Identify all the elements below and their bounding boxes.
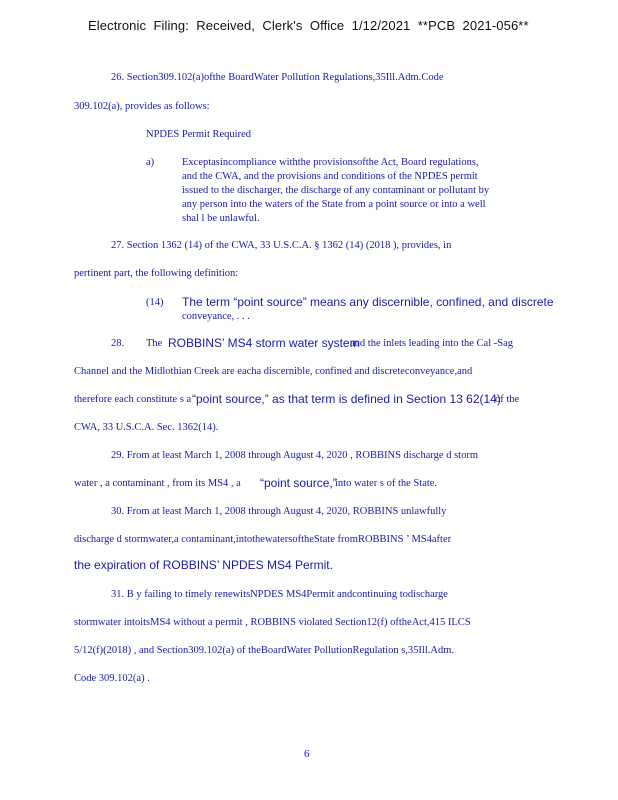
- paragraph-26-line-2: 309.102(a), provides as follows:: [74, 101, 210, 112]
- paragraph-27-line-2: pertinent part, the following definition:: [74, 268, 239, 279]
- paragraph-28-line-1-end: and the inlets leading into the Cal -Sag: [350, 338, 514, 349]
- quote-1-line-3: issued to the discharger, the discharge of any contaminant or pollutant by: [182, 185, 490, 196]
- paragraph-31-line-3: 5/12(f)(2018) , and Section309.102(a) of theBoardWater PollutionRegulation s,35Ill.Adm.: [74, 645, 454, 656]
- paragraph-27-line-1: 27. Section 1362 (14) of the CWA, 33 U.S.C.A. § 1362 (14) (2018 ), provides, in: [111, 240, 452, 251]
- page-number: 6: [304, 748, 310, 760]
- filing-header: Electronic Filing: Received, Clerk's Office 1/12/2021 **PCB 2021-056**: [88, 18, 529, 33]
- paragraph-28-line-3-start: therefore each constitute s a: [74, 394, 192, 405]
- paragraph-26-line-1: 26. Section309.102(a)ofthe BoardWater Pollution Regulations,35Ill.Adm.Code: [111, 72, 444, 83]
- paragraph-28-ms4-system: ROBBINS’ MS4 storm water system: [168, 336, 360, 350]
- paragraph-31-line-2: stormwater intoitsMS4 without a permit , ROBBINS violated Section12(f) oftheAct,415 ILCS: [74, 617, 471, 628]
- quote-1-line-1: Exceptasincompliance withthe provisionsofthe Act, Board regulations,: [182, 157, 479, 168]
- paragraph-29-line-2-end: into water s of the State.: [335, 478, 438, 489]
- paragraph-28-point-source: “point source,” as that term is defined in Section 13 62(14): [192, 392, 501, 406]
- quote-2-line-1: The term “point source” means any discernible, confined, and discrete: [182, 295, 554, 309]
- paragraph-31-line-4: Code 309.102(a) .: [74, 673, 150, 684]
- paragraph-30-line-1: 30. From at least March 1, 2008 through August 4, 2020, ROBBINS unlawfully: [111, 506, 447, 517]
- paragraph-31-line-1: 31. B y failing to timely renewitsNPDES MS4Permit andcontinuing todischarge: [111, 589, 448, 600]
- paragraph-28-number: 28.: [111, 338, 125, 349]
- quote-1-line-2: and the CWA, and the provisions and conditions of the NPDES permit: [182, 171, 478, 182]
- paragraph-29-point-source: “point source,”: [260, 476, 337, 490]
- quote-heading: NPDES Permit Required: [146, 129, 251, 140]
- paragraph-30-line-3: the expiration of ROBBINS’ NPDES MS4 Permit.: [74, 558, 333, 572]
- quote-marker-a: a): [146, 157, 155, 168]
- quote-1-line-4: any person into the waters of the State from a point source or into a well: [182, 199, 486, 210]
- paragraph-28-line-2: Channel and the Midlothian Creek are eacha discernible, confined and discreteconveyance,and: [74, 366, 473, 377]
- paragraph-30-line-2: discharge d stormwater,a contaminant,intothewatersoftheState fromROBBINS ’ MS4after: [74, 534, 452, 545]
- paragraph-28-the: The: [146, 338, 163, 349]
- paragraph-29-line-2-start: water , a contaminant , from its MS4 , a: [74, 478, 241, 489]
- quote-1-line-5: shal l be unlawful.: [182, 213, 260, 224]
- quote-2-line-2: conveyance, . . .: [182, 311, 250, 322]
- paragraph-28-line-3-end: of the: [495, 394, 520, 405]
- quote-2-marker: (14): [146, 297, 164, 308]
- paragraph-29-line-1: 29. From at least March 1, 2008 through August 4, 2020 , ROBBINS discharge d storm: [111, 450, 478, 461]
- paragraph-28-line-4: CWA, 33 U.S.C.A. Sec. 1362(14).: [74, 422, 219, 433]
